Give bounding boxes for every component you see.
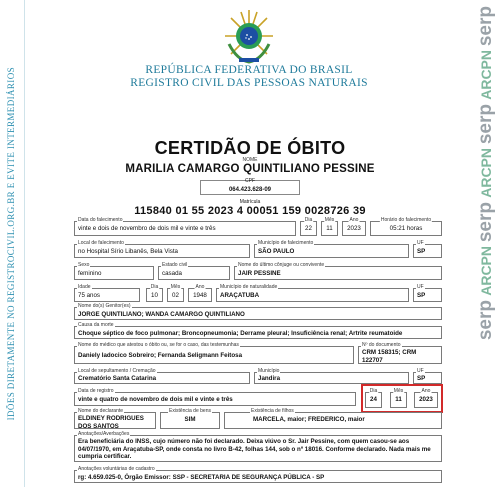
field-naturalidade	[216, 284, 409, 302]
field-caption: Mês	[324, 217, 335, 223]
field-existencia-filhos	[224, 408, 442, 429]
field-caption: Ano	[421, 388, 431, 394]
field-value: Jandira	[258, 375, 281, 382]
field-data-registro	[74, 388, 356, 406]
field-horario	[370, 217, 442, 236]
serp-logo: serp	[475, 299, 496, 340]
field-caption: UF	[417, 284, 424, 290]
highlight-box	[361, 384, 443, 413]
field-caption: Mês	[170, 284, 181, 290]
field-value: SP	[417, 292, 426, 299]
field-causa-morte	[74, 322, 442, 339]
field-value: 22	[305, 225, 312, 232]
field-caption: Nome do declarante	[78, 408, 124, 414]
field-value: ARAÇATUBA	[220, 292, 260, 299]
field-caption: Sexo	[78, 262, 90, 268]
field-value: CRM 158315; CRM 122707	[362, 349, 417, 364]
field-value: feminino	[78, 270, 102, 277]
field-uf-naturalidade	[413, 284, 442, 302]
field-uf-falecimento	[413, 240, 442, 258]
field-documento-medico	[358, 342, 442, 364]
field-value: JORGE QUINTILIANO; WANDA CAMARGO QUINTILIANO	[78, 311, 245, 318]
field-value: 75 anos	[78, 292, 101, 299]
field-caption: Dia	[369, 388, 378, 394]
field-municipio-sepultamento	[254, 368, 409, 384]
serp-logo: serp	[475, 6, 496, 47]
document-title: CERTIDÃO DE ÓBITO	[154, 138, 346, 158]
field-value: JAIR PESSINE	[238, 270, 281, 277]
field-value: Crematório Santa Catarina	[78, 375, 157, 382]
field-declarante	[74, 408, 156, 430]
field-value: 2023	[347, 225, 361, 232]
nome-caption: NOME	[242, 157, 258, 163]
field-nascimento-mes	[167, 284, 184, 302]
field-caption: Horário do falecimento	[380, 217, 432, 223]
field-caption: Existência de bens	[169, 408, 211, 414]
field-value: ELDINEY RODRIGUES DOS SANTOS	[78, 415, 144, 430]
field-genitores	[74, 303, 442, 320]
serp-strip	[473, 0, 499, 487]
field-caption: Mês	[393, 388, 404, 394]
matricula-caption: Matrícula	[239, 199, 261, 205]
matricula-value: 115840 01 55 2023 4 00051 159 0028726 39	[134, 205, 366, 217]
field-caption: Nome do último cônjuge ou convivente	[238, 262, 325, 268]
field-medico	[74, 342, 354, 364]
field-value: 05:21 horas	[389, 225, 423, 232]
field-falecimento-dia	[300, 217, 317, 236]
field-data-falecimento	[74, 217, 296, 236]
field-value: Choque séptico de foco pulmonar; Broncopneumonia; Derrame pleural; Insuficiência renal; Artrite reumatoide	[78, 330, 403, 337]
header-republica: REPÚBLICA FEDERATIVA DO BRASIL	[145, 64, 353, 76]
field-nascimento-dia	[146, 284, 163, 302]
field-caption: Local de falecimento	[78, 240, 124, 246]
field-falecimento-ano	[342, 217, 366, 236]
field-value: 11	[326, 225, 333, 232]
field-caption: Estado civil	[162, 262, 188, 268]
field-value: casada	[162, 270, 182, 277]
field-value: MARCELA, maior; FREDERICO, maior	[253, 416, 365, 423]
field-value: 11	[395, 396, 402, 403]
page-border	[24, 0, 25, 487]
field-sepultamento	[74, 368, 250, 384]
field-caption: UF	[417, 240, 424, 246]
field-caption: Município de falecimento	[258, 240, 314, 246]
arcpn-logo: ARCPN	[478, 50, 494, 100]
field-value: 02	[172, 292, 179, 299]
serp-logo: serp	[475, 201, 496, 242]
field-value: 1948	[193, 292, 207, 299]
field-caption: Local de sepultamento / Cremação	[78, 368, 156, 374]
cpf-value: 064.423.628-09	[228, 187, 272, 193]
field-existencia-bens	[160, 408, 220, 429]
field-value: 10	[151, 292, 158, 299]
header-registro: REGISTRO CIVIL DAS PESSOAS NATURAIS	[130, 77, 368, 89]
field-idade	[74, 284, 140, 302]
field-value: Daniely Iadocico Sobreiro; Fernanda Seligmann Feitosa	[78, 352, 243, 359]
field-value: SP	[417, 375, 426, 382]
side-notice: IDÕES DIRETAMENTE NO REGISTROCIVIL.ORG.BR E EVITE INTERMEDIÁRIOS	[6, 66, 16, 421]
field-caption: Anotações voluntárias de cadastro	[78, 466, 155, 472]
field-estado-civil	[158, 262, 230, 280]
field-caption: Ano	[195, 284, 205, 290]
field-conjuge	[234, 262, 442, 280]
serp-logo: serp	[475, 103, 496, 145]
field-caption: Existência de filhos	[251, 408, 294, 414]
field-value: SP	[417, 248, 426, 255]
field-value: rg: 4.659.025-0, Órgão Emissor: SSP - SECRETARIA DE SEGURANÇA PÚBLICA - SP	[78, 474, 325, 481]
field-value: no Hospital Sírio Libanês, Bela Vista	[78, 248, 178, 255]
field-sexo	[74, 262, 154, 280]
field-local-falecimento	[74, 240, 250, 258]
field-caption: Idade	[78, 284, 91, 290]
field-uf-sepultamento	[413, 368, 442, 384]
field-caption: Data do falecimento	[78, 217, 123, 223]
field-caption: Ano	[349, 217, 359, 223]
field-nascimento-ano	[188, 284, 212, 302]
field-municipio-falecimento	[254, 240, 409, 258]
arcpn-logo: ARCPN	[478, 148, 494, 198]
field-cadastro	[74, 466, 442, 483]
arcpn-logo: ARCPN	[478, 245, 494, 296]
nome-value: MARILIA CAMARGO QUINTILIANO PESSINE	[125, 163, 375, 175]
field-caption: Município	[258, 368, 280, 374]
field-caption: Causa da morte	[78, 322, 114, 328]
field-value: SIM	[184, 416, 196, 423]
field-caption: Nome do médico que atestou o óbito ou, se for o caso, das testemunhas	[78, 342, 239, 348]
field-value: vinte e quatro de novembro de dois mil e vinte e três	[78, 396, 233, 403]
cpf-caption: CPF	[245, 178, 255, 184]
field-caption: UF	[417, 368, 424, 374]
field-caption: Dia	[304, 217, 313, 223]
field-value: vinte e dois de novembro de dois mil e vinte e três	[78, 225, 216, 232]
field-caption: Anotações/Averbações	[78, 431, 130, 437]
field-value: SÃO PAULO	[258, 248, 295, 255]
coat-of-arms-icon	[223, 8, 275, 64]
field-anotacoes	[74, 431, 442, 462]
field-value: 2023	[419, 396, 433, 403]
field-falecimento-mes	[321, 217, 338, 236]
field-caption: Dia	[150, 284, 159, 290]
field-caption: Nome do(s) Genitor(es)	[78, 303, 131, 309]
field-value: 24	[370, 396, 377, 403]
field-caption: Município de naturalidade	[220, 284, 278, 290]
field-caption: Nº do documento	[362, 342, 401, 348]
field-caption: Data de registro	[78, 388, 114, 394]
field-value: Era beneficiária do INSS, cujo número não foi declarado. Deixa viúvo o Sr. Jair Pessine, com quem casou-se aos 04/07/1970, em Araçatuba-SP, onde consta no livro B-42, folhas 144, sob o nº 18016. Conforme declarado. Nada mais me cumpria certificar.	[78, 438, 431, 460]
